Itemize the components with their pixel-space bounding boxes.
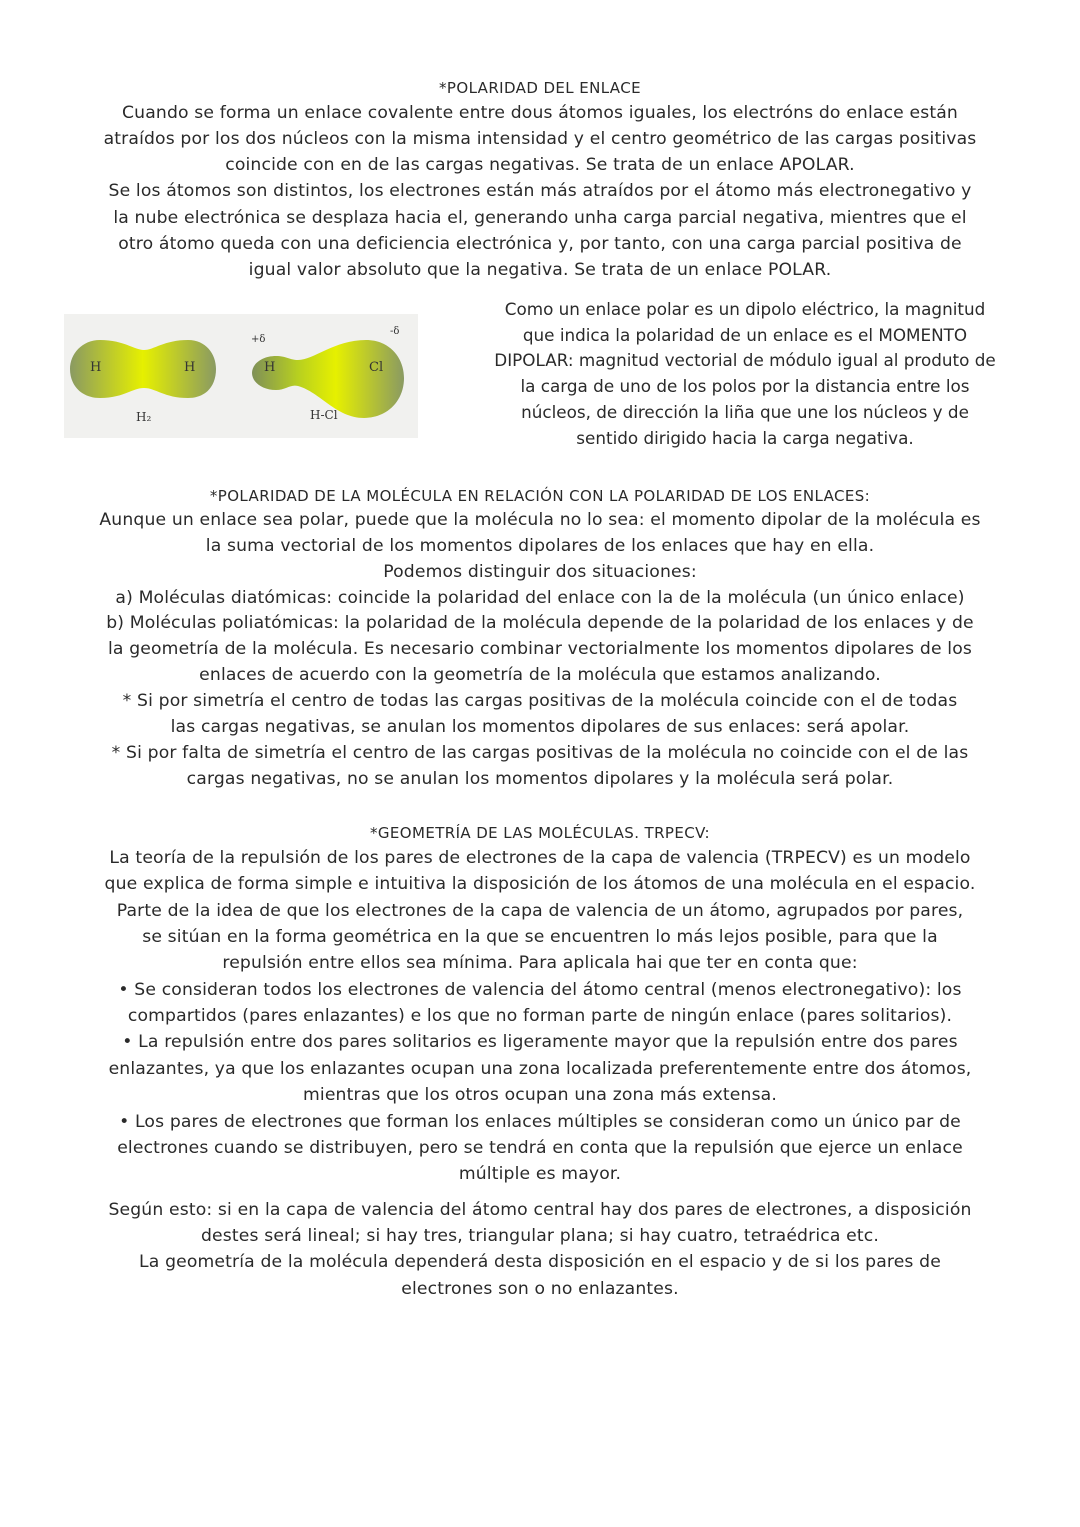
text-line: destes será lineal; si hay tres, triangular plana; si hay cuatro, tetraédrica etc.: [201, 1226, 879, 1246]
text-line: la suma vectorial de los momentos dipolares de los enlaces que hay en ella.: [205, 536, 875, 556]
text-line: múltiple es mayor.: [458, 1164, 622, 1184]
text-line: coincide con en de las cargas negativas. Se trata de un enlace APOLAR.: [225, 155, 855, 175]
bullet-lone-pair-repulsion: • La repulsión entre dos pares solitarios es ligeramente mayor que la repulsión entre dos pares: [122, 1032, 958, 1052]
list-item-polyatomic: b) Moléculas poliatómicas: la polaridad de la molécula depende de la polaridad de los enlaces y de: [106, 613, 974, 633]
section-title-molecule-polarity: *POLARIDAD DE LA MOLÉCULA EN RELACIÓN CON LA POLARIDAD DE LOS ENLACES:: [209, 487, 871, 505]
bullet-asymmetric: * Si por falta de simetría el centro de las cargas positivas de la molécula no coincide con el de las: [111, 743, 969, 763]
dipole-text-line: núcleos, de dirección la liña que une los núcleos y de: [521, 402, 969, 422]
text-line: atraídos por los dos núcleos con la misma intensidad y el centro geométrico de las cargas positivas: [103, 129, 977, 149]
text-line: La teoría de la repulsión de los pares de electrones de la capa de valencia (TRPECV) es un modelo: [109, 848, 971, 868]
text-line: que explica de forma simple e intuitiva la disposición de los átomos de una molécula en el espacio.: [104, 874, 976, 894]
hcl-electron-cloud: [252, 340, 404, 418]
text-line: Según esto: si en la capa de valencia del átomo central hay dos pares de electrones, a disposición: [108, 1200, 972, 1220]
dipole-text-line: Como un enlace polar es un dipolo eléctrico, la magnitud: [504, 299, 986, 319]
text-line: otro átomo queda con una deficiencia electrónica y, por tanto, con una carga parcial positiva de: [118, 234, 962, 254]
molecule-diagram: [64, 314, 418, 438]
hcl-caption: H-Cl: [310, 408, 338, 422]
text-line: enlaces de acuerdo con la geometría de la molécula que estamos analizando.: [199, 665, 881, 685]
text-line: Podemos distinguir dos situaciones:: [383, 562, 697, 582]
text-line: las cargas negativas, se anulan los momentos dipolares de sus enlaces: será apolar.: [170, 717, 910, 737]
bullet-valence-electrons: • Se consideran todos los electrones de valencia del átomo central (menos electronegativo): los: [118, 980, 962, 1000]
text-line: enlazantes, ya que los enlazantes ocupan una zona localizada preferentemente entre dos átomos,: [108, 1059, 972, 1079]
text-line: mientras que los otros ocupan una zona más extensa.: [303, 1085, 777, 1105]
text-line: Cuando se forma un enlace covalente entre dous átomos iguales, los electróns do enlace están: [122, 103, 958, 123]
dipole-text-line: DIPOLAR: magnitud vectorial de módulo igual al produto de: [494, 350, 996, 370]
partial-charge-positive: +δ: [251, 334, 266, 345]
atom-label-h: H: [184, 360, 196, 375]
text-line: La geometría de la molécula dependerá desta disposición en el espacio y de si los pares de: [139, 1252, 941, 1272]
dipole-text-line: que indica la polaridad de un enlace es el MOMENTO: [522, 325, 968, 345]
h2-caption: H₂: [136, 410, 152, 424]
dipole-text-line: la carga de uno de los polos por la distancia entre los: [520, 376, 970, 396]
text-line: electrones son o no enlazantes.: [401, 1279, 679, 1299]
bullet-symmetric: * Si por simetría el centro de todas las cargas positivas de la molécula coincide con el de todas: [122, 691, 958, 711]
text-line: la geometría de la molécula. Es necesario combinar vectorialmente los momentos dipolares de los: [108, 639, 972, 659]
text-line: se sitúan en la forma geométrica en la que se encuentren lo más lejos posible, para que la: [142, 927, 938, 947]
text-line: igual valor absoluto que la negativa. Se trata de un enlace POLAR.: [248, 260, 832, 280]
partial-charge-negative: -δ: [390, 326, 400, 337]
section-title-bond-polarity: *POLARIDAD DEL ENLACE: [439, 79, 641, 97]
text-line: Se los átomos son distintos, los electrones están más atraídos por el átomo más electronegativo y: [108, 181, 972, 201]
text-line: repulsión entre ellos sea mínima. Para aplicala hai que ter en conta que:: [222, 953, 858, 973]
atom-label-cl: Cl: [369, 360, 384, 375]
text-line: cargas negativas, no se anulan los momentos dipolares y la molécula será polar.: [186, 769, 894, 789]
dipole-text-line: sentido dirigido hacia la carga negativa.: [576, 428, 914, 448]
section-title-geometry: *GEOMETRÍA DE LAS MOLÉCULAS. TRPECV:: [369, 824, 711, 842]
text-line: Aunque un enlace sea polar, puede que la molécula no lo sea: el momento dipolar de la molécula es: [99, 510, 981, 530]
atom-label-h: H: [90, 360, 102, 375]
list-item-diatomic: a) Moléculas diatómicas: coincide la polaridad del enlace con la de la molécula (un único enlace): [115, 588, 965, 608]
text-line: compartidos (pares enlazantes) e los que no forman parte de ningún enlace (pares solitarios).: [127, 1006, 953, 1026]
text-line: electrones cuando se distribuyen, pero se tendrá en conta que la repulsión que ejerce un enlace: [117, 1138, 963, 1158]
bullet-multiple-bonds: • Los pares de electrones que forman los enlaces múltiples se consideran como un único par de: [119, 1112, 961, 1132]
text-line: Parte de la idea de que los electrones de la capa de valencia de un átomo, agrupados por pares,: [116, 901, 964, 921]
electron-cloud-figure: [64, 314, 418, 438]
atom-label-h: H: [264, 360, 276, 375]
text-line: la nube electrónica se desplaza hacia el, generando unha carga parcial negativa, mientres que el: [113, 208, 967, 228]
